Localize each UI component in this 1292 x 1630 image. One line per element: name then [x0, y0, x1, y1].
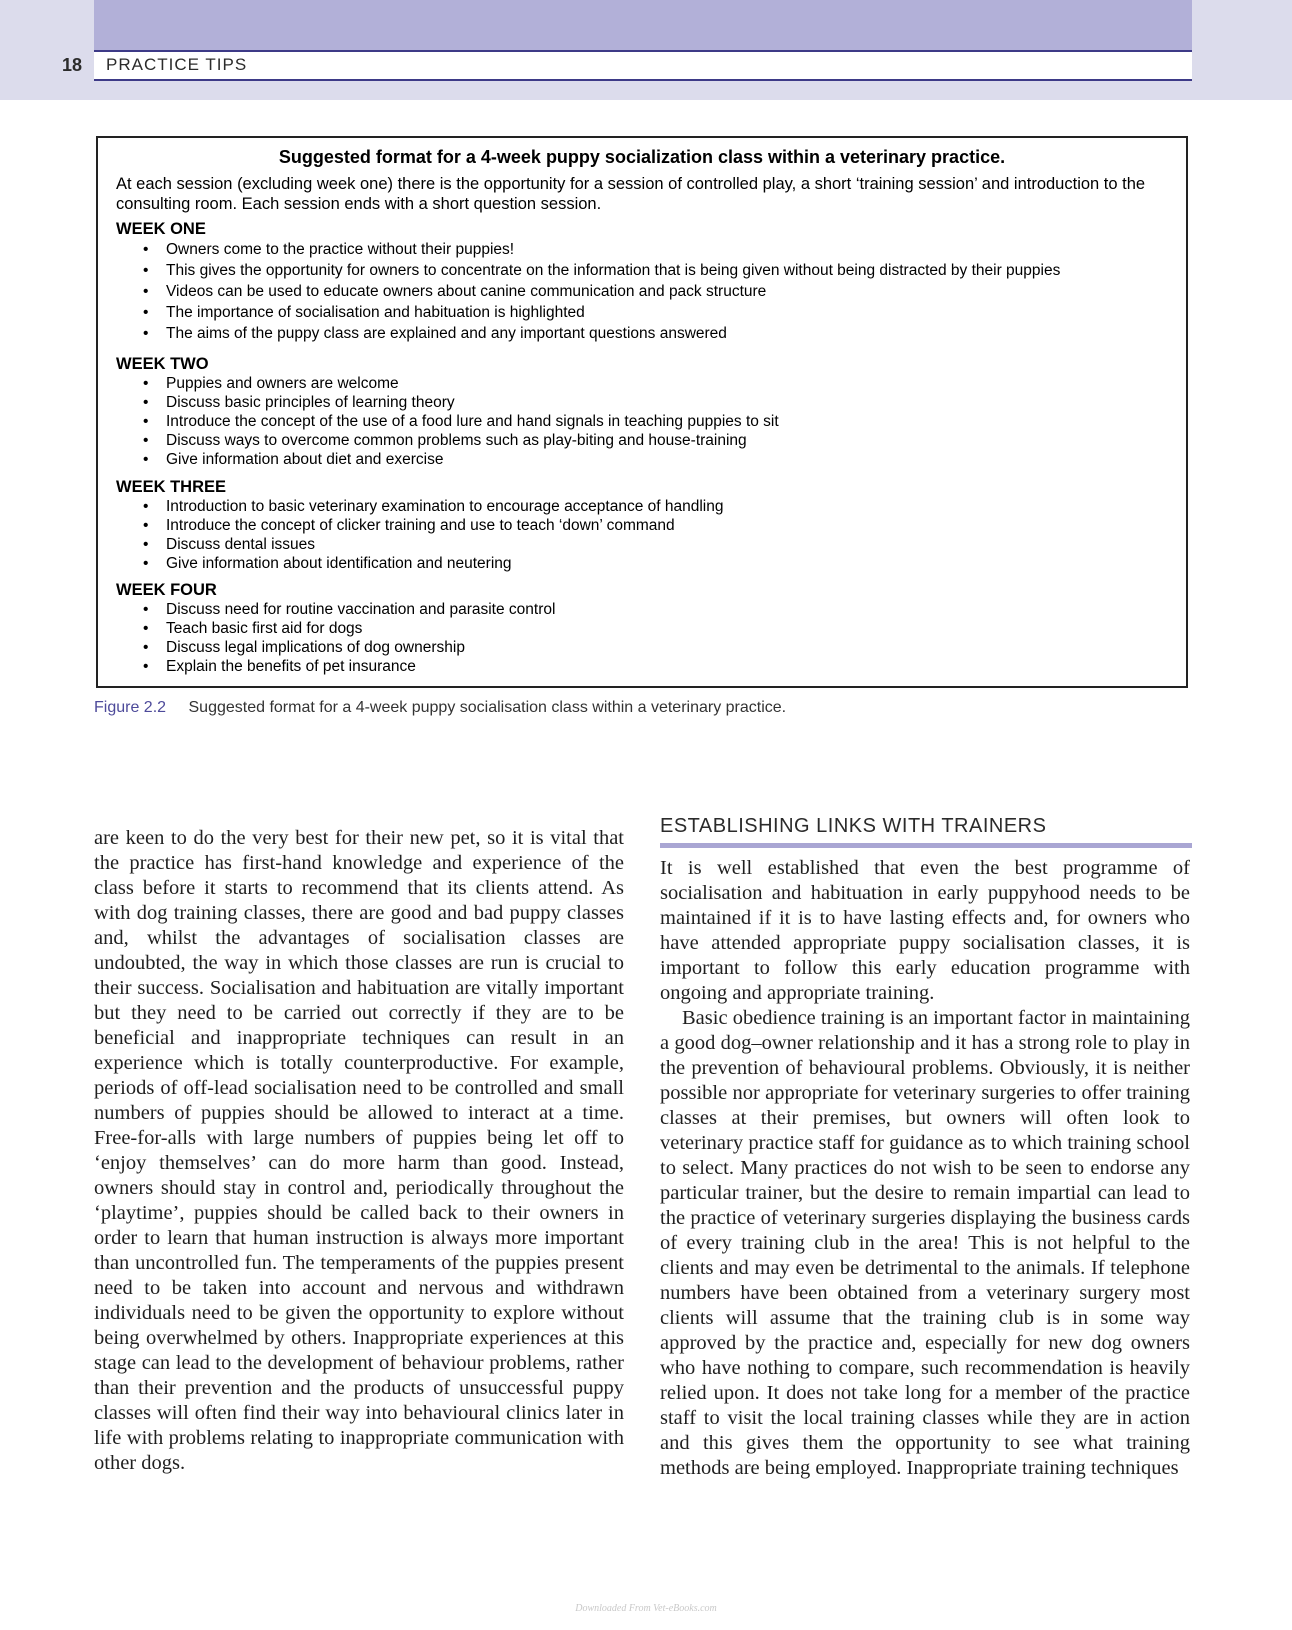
header-rule-bottom [94, 79, 1192, 81]
list-item: • Give information about identification and neutering [166, 554, 1176, 573]
header-strip [94, 52, 1192, 79]
week-heading: WEEK FOUR [116, 581, 217, 599]
section-heading: ESTABLISHING LINKS WITH TRAINERS [660, 815, 1047, 837]
week-two-section [116, 354, 1176, 469]
list-item: • Owners come to the practice without their puppies! [166, 239, 1176, 260]
list-item: • The importance of socialisation and habituation is highlighted [166, 302, 1176, 323]
figure-caption-text: Suggested format for a 4-week puppy socialisation class within a veterinary practice. [188, 699, 787, 716]
body-paragraph: Basic obedience training is an important factor in maintaining a good dog–owner relationship and it has a strong role to play in the prevention of behavioural problems. Obviously, it is neither possible nor appropriate for veterinary surgeries to offer training classes at their premises, but owners will often look to veterinary practice staff for guidance as to which training school to select. Many practices do not wish to be seen to endorse any particular trainer, but the desire to remain impartial can lead to the practice of veterinary surgeries displaying the business cards of every training club in the area! This is not helpful to the clients and may even be detrimental to the animals. If telephone numbers have been obtained from a veterinary surgery most clients will assume that the training club is in some way approved by the practice and, especially for new dog owners who have nothing to compare, such recommendation is heavily relied upon. It does not take long for a member of the practice staff to visit the local training classes while they are in action and this gives them the opportunity to see what training methods are being employed. Inappropriate training techniques [660, 1007, 1190, 1479]
figure-intro: At each session (excluding week one) there is the opportunity for a session of controlled play, a short ‘training session’ and introduction to the consulting room. Each session ends with a short question session. [116, 175, 1146, 213]
list-item: • Give information about diet and exercise [166, 450, 1176, 469]
list-item: • Videos can be used to educate owners about canine communication and pack structure [166, 281, 1176, 302]
list-item: • Introduce the concept of the use of a food lure and hand signals in teaching puppies to sit [166, 412, 1176, 431]
right-column [660, 856, 1190, 1481]
week-three-section [116, 477, 1176, 573]
figure-box [96, 136, 1188, 688]
week-list [116, 497, 1176, 573]
body-paragraph: are keen to do the very best for their new pet, so it is vital that the practice has first-hand knowledge and experience of the class before it starts to recommend that its clients attend. As with dog training classes, there are good and bad puppy classes and, whilst the advantages of socialisation classes are undoubted, the way in which those classes are run is crucial to their success. Socialisation and habituation are vitally important but they need to be carried out correctly if they are to be beneficial and inappropriate techniques can result in an experience which is totally counterproductive. For example, periods of off-lead socialisation need to be controlled and small numbers of puppies should be allowed to interact at a time. Free-for-alls with large numbers of puppies being let off to ‘enjoy themselves’ can do more harm than good. Instead, owners should stay in control and, periodically throughout the ‘playtime’, puppies should be called back to their owners in order to learn that human instruction is always more important than uncontrolled fun. The temperaments of the puppies present need to be taken into account and nervous and withdrawn individuals need to be given the opportunity to explore without being overwhelmed by others. Inappropriate experiences at this stage can lead to the development of behaviour problems, rather than their prevention and the products of unsuccessful puppy classes will often find their way into behavioural clinics later in life with problems relating to inappropriate communication with other dogs. [94, 827, 624, 1474]
list-item: • This gives the opportunity for owners to concentrate on the information that is being given without being distracted by their puppies [166, 260, 1176, 281]
figure-label: Figure 2.2 [94, 699, 167, 716]
page-number-box [0, 52, 94, 81]
week-heading: WEEK THREE [116, 478, 227, 496]
week-four-section [116, 580, 1176, 676]
list-item: • Discuss legal implications of dog ownership [166, 638, 1176, 657]
week-one-section [116, 219, 1176, 344]
page-number: 18 [61, 55, 82, 75]
week-list [116, 374, 1176, 469]
running-head: PRACTICE TIPS [106, 55, 248, 74]
list-item: • Discuss ways to overcome common problems such as play-biting and house-training [166, 431, 1176, 450]
list-item: • Teach basic first aid for dogs [166, 619, 1176, 638]
list-item: • The aims of the puppy class are explained and any important questions answered [166, 323, 1176, 344]
list-item: • Discuss dental issues [166, 535, 1176, 554]
list-item: • Introduction to basic veterinary examination to encourage acceptance of handling [166, 497, 1176, 516]
section-heading-rule [660, 843, 1192, 848]
list-item: • Discuss basic principles of learning theory [166, 393, 1176, 412]
footer-watermark: Downloaded From Vet-eBooks.com [575, 1603, 717, 1614]
figure-title: Suggested format for a 4-week puppy socialization class within a veterinary practice. [278, 147, 1006, 167]
left-column [94, 826, 624, 1476]
body-paragraph: It is well established that even the best programme of socialisation and habituation in early puppyhood needs to be maintained if it is to have lasting effects and, for owners who have attended appropriate puppy socialisation classes, it is important to follow this early education programme with ongoing and appropriate training. [660, 857, 1190, 1004]
week-heading: WEEK ONE [116, 220, 206, 238]
figure-caption [94, 699, 786, 717]
list-item: • Discuss need for routine vaccination and parasite control [166, 600, 1176, 619]
week-heading: WEEK TWO [116, 355, 209, 373]
list-item: • Puppies and owners are welcome [166, 374, 1176, 393]
week-list [116, 600, 1176, 676]
header-accent-bar [94, 0, 1192, 50]
list-item: • Explain the benefits of pet insurance [166, 657, 1176, 676]
list-item: • Introduce the concept of clicker training and use to teach ‘down’ command [166, 516, 1176, 535]
week-list [116, 239, 1176, 344]
